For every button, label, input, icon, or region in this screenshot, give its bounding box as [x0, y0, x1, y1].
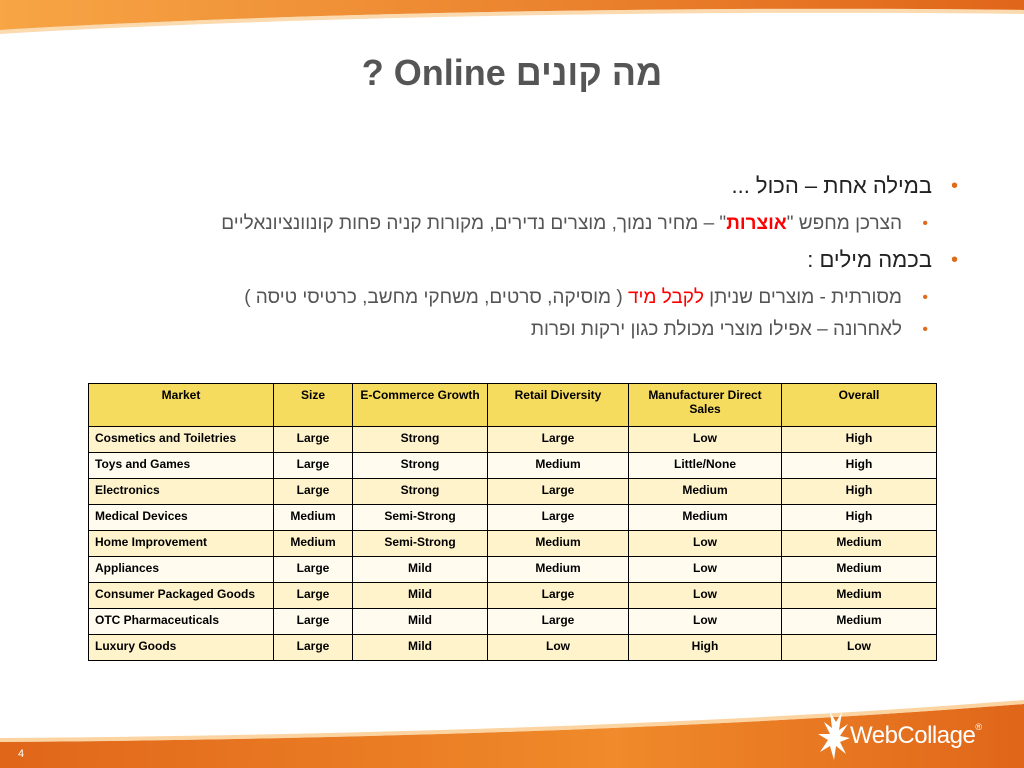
cell-retail: Large: [488, 583, 629, 609]
cell-overall: Low: [782, 635, 937, 661]
header-ecommerce-growth: E-Commerce Growth: [353, 384, 488, 427]
cell-market: Toys and Games: [89, 453, 274, 479]
cell-retail: Large: [488, 479, 629, 505]
cell-retail: Large: [488, 505, 629, 531]
table-row: [89, 453, 937, 479]
table-row: [89, 557, 937, 583]
bullet-text-pre: הצרכן מחפש ": [786, 213, 902, 234]
cell-growth: Semi-Strong: [353, 531, 488, 557]
cell-retail: Low: [488, 635, 629, 661]
bullet-text: לאחרונה – אפילו מוצרי מכולת כגון ירקות ופרות: [530, 319, 902, 340]
cell-overall: Medium: [782, 609, 937, 635]
cell-overall: Medium: [782, 583, 937, 609]
table-row: [89, 505, 937, 531]
slide-title: מה קונים Online ?: [361, 52, 663, 93]
page-number: 4: [18, 748, 25, 760]
bullet-level1: [42, 244, 962, 276]
cell-overall: Medium: [782, 531, 937, 557]
header-size: Size: [274, 384, 353, 427]
header-overall: Overall: [782, 384, 937, 427]
cell-size: Medium: [274, 505, 353, 531]
cell-retail: Medium: [488, 531, 629, 557]
cell-direct-sales: Low: [629, 583, 782, 609]
cell-growth: Mild: [353, 583, 488, 609]
trademark-symbol: ®: [975, 722, 982, 732]
bullet-highlight: אוצרות: [726, 213, 787, 234]
cell-size: Large: [274, 635, 353, 661]
brand-name: WebCollage: [850, 722, 976, 749]
header-retail-diversity: Retail Diversity: [488, 384, 629, 427]
table-row: [89, 427, 937, 453]
cell-size: Large: [274, 583, 353, 609]
cell-market: Electronics: [89, 479, 274, 505]
bullet-text-pre: מסורתית - מוצרים שניתן: [703, 287, 902, 308]
cell-direct-sales: Medium: [629, 479, 782, 505]
table-row: [89, 635, 937, 661]
cell-growth: Strong: [353, 453, 488, 479]
cell-growth: Semi-Strong: [353, 505, 488, 531]
cell-retail: Large: [488, 427, 629, 453]
cell-growth: Strong: [353, 427, 488, 453]
cell-growth: Mild: [353, 609, 488, 635]
cell-overall: High: [782, 427, 937, 453]
table-header-row: [89, 384, 937, 427]
cell-retail: Medium: [488, 557, 629, 583]
table-row: [89, 479, 937, 505]
bullet-level2: [42, 314, 962, 346]
cell-size: Large: [274, 479, 353, 505]
header-market: Market: [89, 384, 274, 427]
bullet-list: [42, 170, 962, 346]
cell-growth: Mild: [353, 557, 488, 583]
bullet-level2: [42, 208, 962, 240]
table-row: [89, 583, 937, 609]
cell-direct-sales: Medium: [629, 505, 782, 531]
cell-growth: Strong: [353, 479, 488, 505]
cell-overall: Medium: [782, 557, 937, 583]
bullet-icon: •: [922, 289, 928, 306]
cell-overall: High: [782, 453, 937, 479]
cell-overall: High: [782, 479, 937, 505]
cell-direct-sales: Little/None: [629, 453, 782, 479]
cell-direct-sales: Low: [629, 427, 782, 453]
cell-size: Large: [274, 557, 353, 583]
cell-size: Large: [274, 453, 353, 479]
bullet-text: במילה אחת – הכול ...: [731, 173, 932, 198]
market-table: [88, 383, 937, 661]
bullet-icon: •: [922, 215, 928, 232]
cell-direct-sales: Low: [629, 531, 782, 557]
cell-direct-sales: Low: [629, 557, 782, 583]
cell-retail: Medium: [488, 453, 629, 479]
bullet-text: בכמה מילים :: [807, 247, 932, 272]
cell-overall: High: [782, 505, 937, 531]
header-manufacturer-direct-sales: Manufacturer Direct Sales: [629, 384, 782, 427]
bullet-icon: •: [922, 321, 928, 338]
bullet-text-post: " – מחיר נמוך, מוצרים נדירים, מקורות קניה פחות קונוונציונאליים: [221, 213, 727, 234]
cell-market: Appliances: [89, 557, 274, 583]
table-row: [89, 531, 937, 557]
bullet-text-post: ( מוסיקה, סרטים, משחקי מחשב, כרטיסי טיסה ): [244, 287, 628, 308]
top-decorative-band: [0, 0, 1024, 40]
cell-market: Cosmetics and Toiletries: [89, 427, 274, 453]
cell-market: Medical Devices: [89, 505, 274, 531]
cell-market: Home Improvement: [89, 531, 274, 557]
cell-direct-sales: High: [629, 635, 782, 661]
cell-retail: Large: [488, 609, 629, 635]
cell-market: OTC Pharmaceuticals: [89, 609, 274, 635]
cell-size: Medium: [274, 531, 353, 557]
cell-size: Large: [274, 427, 353, 453]
bullet-level1: [42, 170, 962, 202]
cell-market: Luxury Goods: [89, 635, 274, 661]
bullet-level2: [42, 282, 962, 314]
bullet-highlight: לקבל מיד: [627, 287, 704, 308]
cell-direct-sales: Low: [629, 609, 782, 635]
cell-size: Large: [274, 609, 353, 635]
cell-market: Consumer Packaged Goods: [89, 583, 274, 609]
bullet-icon: •: [950, 175, 958, 197]
table-row: [89, 609, 937, 635]
bullet-icon: •: [950, 249, 958, 271]
brand-logo-text: [850, 722, 981, 750]
cell-growth: Mild: [353, 635, 488, 661]
